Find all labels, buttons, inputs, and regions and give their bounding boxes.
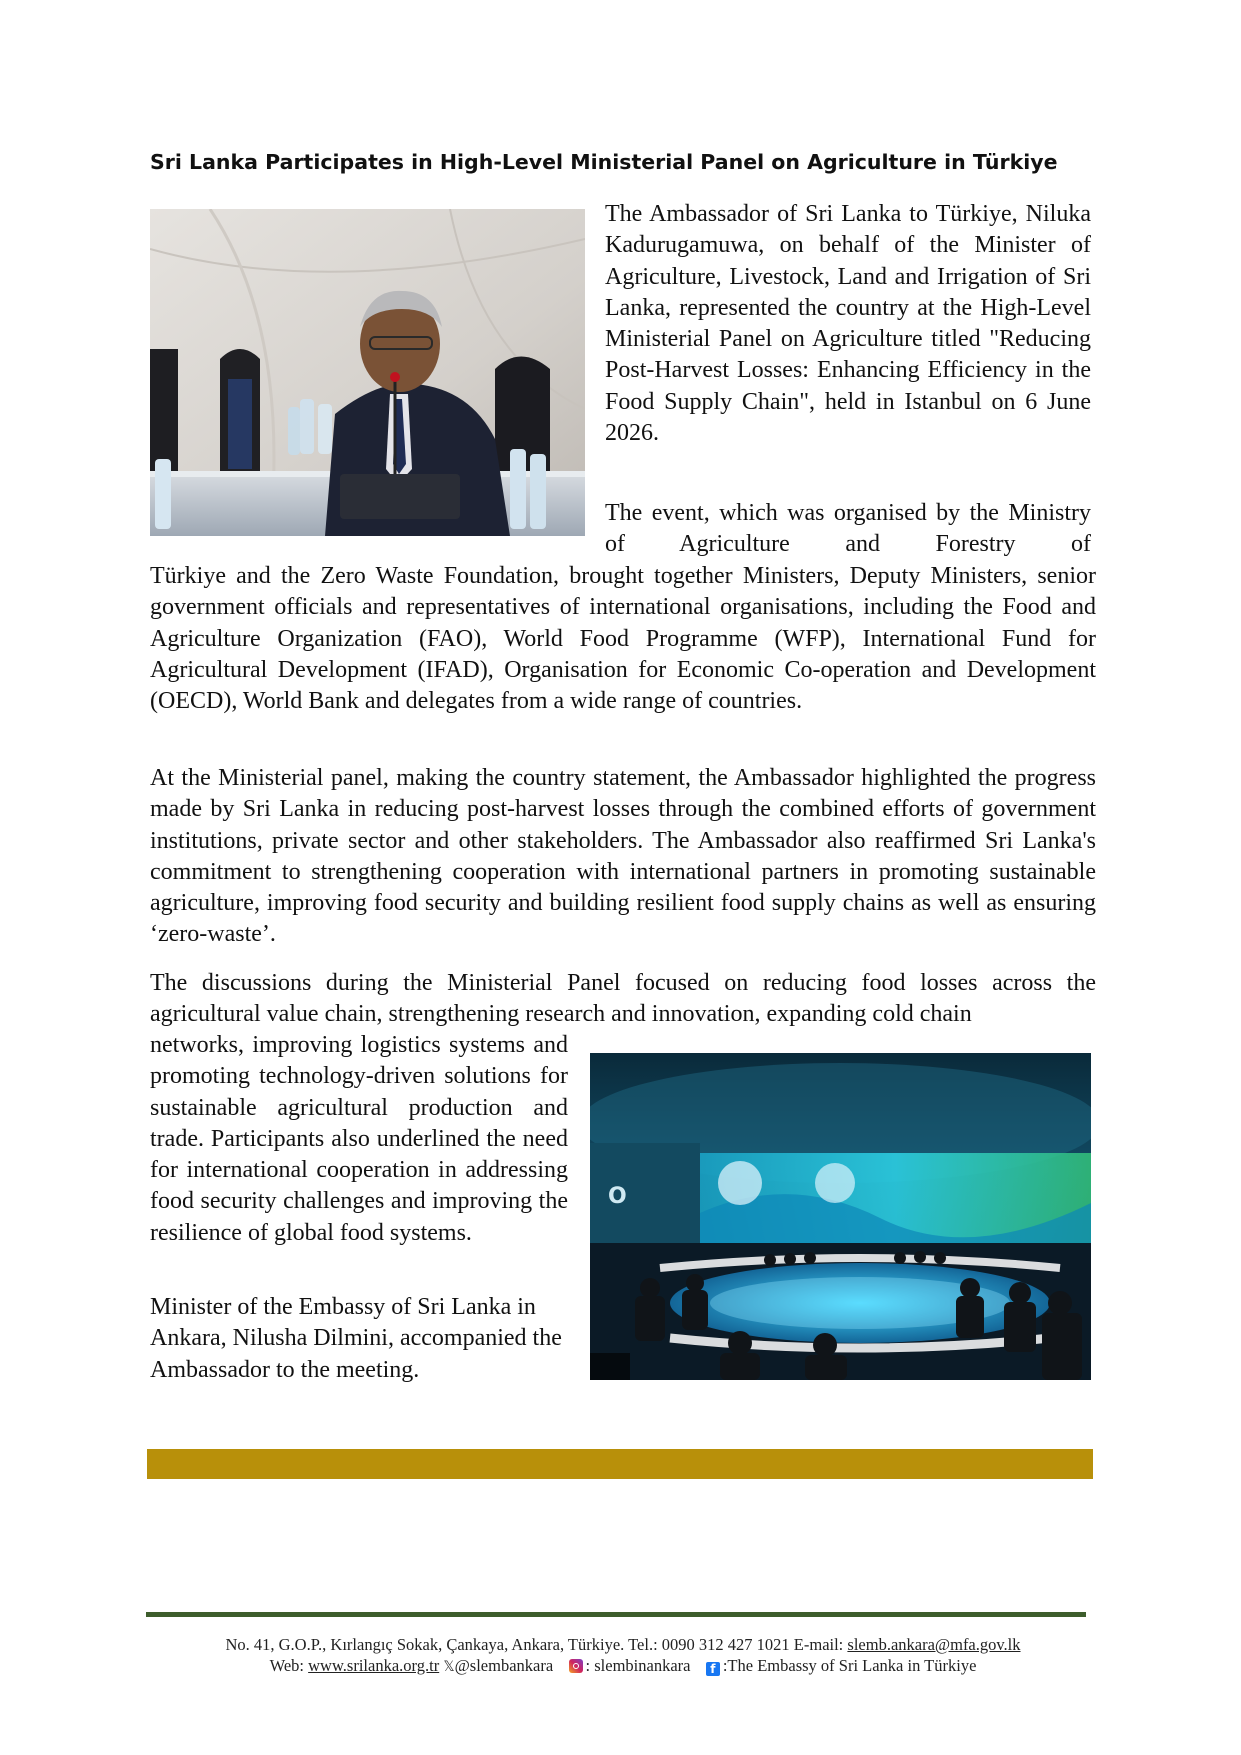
paragraph-intro: The Ambassador of Sri Lanka to Türkiye, Niluka Kadurugamuwa, on behalf of the Minister of Agriculture, Livestock, Land and Irrigation of Sri Lanka, represented the country at the High-Level Ministerial Panel on Agriculture titled "Reducing Post-Harvest Losses: Enhancing Efficiency in the Food Supply Chain", held in Istanbul on 6 June 2026. (605, 201, 1091, 447)
footer-facebook-label[interactable]: :The Embassy of Sri Lanka in Türkiye (722, 1656, 977, 1675)
footer-instagram-handle[interactable]: : slembinankara (585, 1656, 691, 1675)
gold-divider-bar (147, 1449, 1093, 1479)
paragraph-discussions-part1: The discussions during the Ministerial Panel focused on reducing food losses across the agricultural value chain, strengthening research and innovation, expanding cold chain (150, 970, 1096, 1028)
footer-web-link[interactable]: www.srilanka.org.tr (308, 1656, 440, 1675)
paragraph-event-part2: Türkiye and the Zero Waste Foundation, brought together Ministers, Deputy Ministers, senior government officials and representatives of international organisations, including the Food and Agriculture Organization (FAO), World Food Programme (WFP), International Fund for Agricultural Development (IFAD), Organisation for Economic Co-operation and Development (OECD), World Bank and delegates from a wide range of countries. (150, 563, 1096, 715)
footer-rule (146, 1612, 1086, 1617)
paragraph-country-statement: At the Ministerial panel, making the country statement, the Ambassador highlighted the progress made by Sri Lanka in reducing post-harvest losses through the combined efforts of government institutions, private sector and other stakeholders. The Ambassador also reaffirmed Sri Lanka's commitment to strengthening cooperation with international partners in promoting sustainable agriculture, improving food security and building resilient food supply chains as well as ensuring ‘zero-waste’. (150, 765, 1096, 948)
footer-address-line (150, 1634, 1096, 1655)
embassy-footer (150, 1634, 1096, 1678)
ambassador-speaking-photo (150, 209, 585, 536)
paragraph-event-part1: The event, which was organised by the Ministry of Agriculture and Forestry of (605, 500, 1091, 558)
facebook-icon: f (706, 1662, 720, 1676)
footer-social-line (150, 1655, 1096, 1678)
ministerial-panel-photo (590, 1053, 1091, 1380)
footer-email-link[interactable]: slemb.ankara@mfa.gov.lk (847, 1635, 1021, 1654)
footer-address: No. 41, G.O.P., Kırlangıç Sokak, Çankaya, Ankara, Türkiye. Tel.: 0090 312 427 1021 E-mail: (225, 1635, 848, 1654)
paragraph-discussions-part2: networks, improving logistics systems and promoting technology-driven solutions for sustainable agricultural production and trade. Participants also underlined the need for international cooperation in addressing food security challenges and improving the resilience of global food systems. (150, 1032, 568, 1246)
svg-text:O: O (608, 1184, 627, 1209)
footer-web-label: Web: (269, 1656, 309, 1675)
x-logo-icon: 𝕏 (443, 1659, 455, 1675)
instagram-icon (569, 1659, 583, 1673)
paragraph-embassy-minister: Minister of the Embassy of Sri Lanka in Ankara, Nilusha Dilmini, accompanied the Ambassador to the meeting. (150, 1294, 562, 1383)
article-title: Sri Lanka Participates in High-Level Ministerial Panel on Agriculture in Türkiye (150, 150, 1058, 174)
footer-x-handle[interactable]: @slembankara (454, 1656, 554, 1675)
